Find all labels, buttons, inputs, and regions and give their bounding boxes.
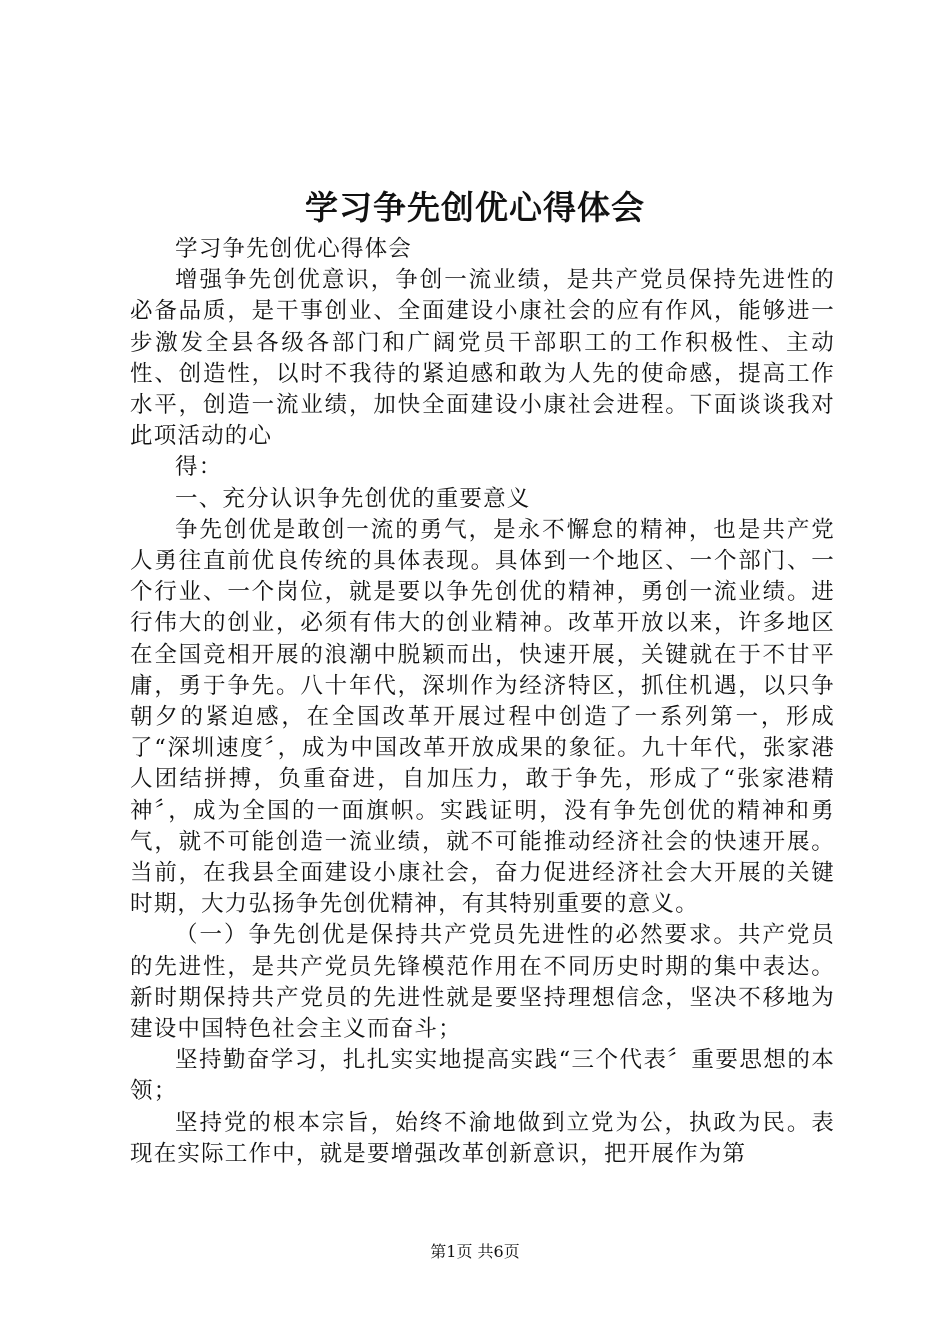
page-footer: 第1页 共6页 bbox=[430, 1242, 520, 1261]
document-body bbox=[130, 234, 835, 1170]
paragraph: 增强争先创优意识，争创一流业绩，是共产党员保持先进性的必备品质，是干事创业、全面建设小康社会的应有作风，能够进一步激发全县各级各部门和广阔党员干部职工的工作积极性、主动性、创造性，以时不我待的紧迫感和敢为人先的使命感，提高工作水平，创造一流业绩，加快全面建设小康社会进程。下面谈谈我对此项活动的心 bbox=[130, 267, 835, 450]
paragraph: （一）争先创优是保持共产党员先进性的必然要求。共产党员的先进性，是共产党员先锋模范作用在不同历史时期的集中表达。新时期保持共产党员的先进性就是要坚持理想信念，坚决不移地为建设中国特色社会主义而奋斗； bbox=[130, 922, 835, 1043]
paragraph: 争先创优是敢创一流的勇气，是永不懈怠的精神，也是共产党人勇往直前优良传统的具体表现。具体到一个地区、一个部门、一个行业、一个岗位，就是要以争先创优的精神，勇创一流业绩。进行伟大的创业，必须有伟大的创业精神。改革开放以来，许多地区在全国竞相开展的浪潮中脱颖而出，快速开展，关键就在于不甘平庸，勇于争先。八十年代，深圳作为经济特区，抓住机遇，以只争朝夕的紧迫感，在全国改革开展过程中创造了一系列第一，形成了“深圳速度〞，成为中国改革开放成果的象征。九十年代，张家港人团结拼搏，负重奋进，自加压力，敢于争先，形成了“张家港精神〞，成为全国的一面旗帜。实践证明，没有争先创优的精神和勇气，就不可能创造一流业绩，就不可能推动经济社会的快速开展。当前，在我县全面建设小康社会，奋力促进经济社会大开展的关键时期，大力弘扬争先创优精神，有其特别重要的意义。 bbox=[130, 516, 835, 918]
document-title: 学习争先创优心得体会 bbox=[305, 188, 645, 227]
paragraph: 得： bbox=[175, 454, 223, 481]
section-heading: 一、充分认识争先创优的重要意义 bbox=[175, 485, 531, 512]
paragraph: 坚持勤奋学习，扎扎实实地提高实践“三个代表〞重要思想的本领； bbox=[130, 1047, 835, 1105]
paragraph: 坚持党的根本宗旨，始终不渝地做到立党为公，执政为民。表现在实际工作中，就是要增强改革创新意识，把开展作为第 bbox=[130, 1109, 835, 1167]
document-subtitle: 学习争先创优心得体会 bbox=[175, 236, 413, 262]
